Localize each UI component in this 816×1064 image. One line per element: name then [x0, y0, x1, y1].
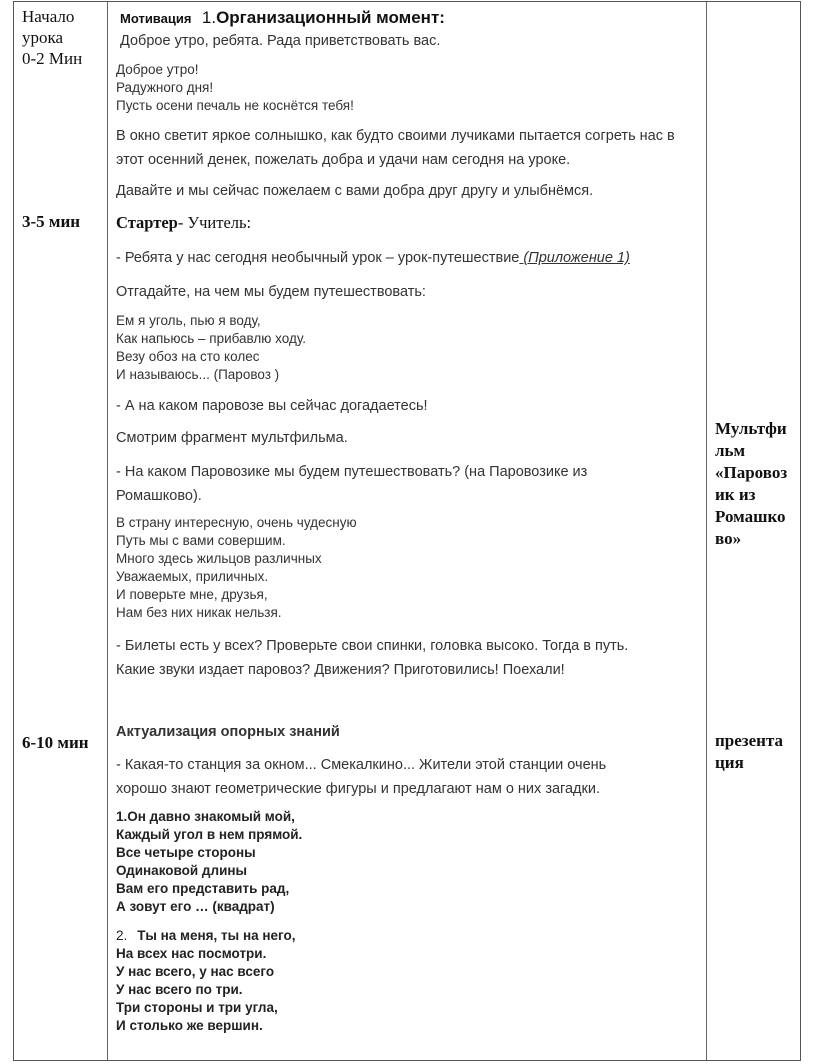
heading-title: Организационный момент:	[216, 8, 445, 27]
country-poem	[116, 514, 357, 622]
poem-line: В страну интересную, очень чудесную	[116, 515, 357, 530]
which-engine: - А на каком паровозе вы сейчас догадаетесь!	[116, 398, 428, 414]
station-line: хорошо знают геометрические фигуры и предлагают нам о них загадки.	[116, 781, 600, 797]
resources-column	[707, 2, 800, 1060]
heading-label: Мотивация	[120, 11, 192, 26]
question-line: Ромашково).	[116, 488, 202, 504]
question-paragraph	[116, 460, 701, 508]
resource-line: Ромашко	[715, 507, 786, 526]
starter-label: Стартер	[116, 213, 178, 232]
question-line: - На каком Паровозике мы будем путешествовать? (на Паровозике из	[116, 464, 588, 480]
poem-line: А зовут его … (квадрат)	[116, 899, 275, 914]
time-column	[14, 2, 107, 1060]
starter-heading	[116, 213, 251, 233]
resource-line: презента	[715, 731, 784, 750]
poem-line: Много здесь жильцов различных	[116, 551, 322, 566]
poem-line: Ем я уголь, пью я воду,	[116, 313, 261, 328]
poem-line: Каждый угол в нем прямой.	[116, 827, 303, 842]
poem-line: 1.Он давно знакомый мой,	[116, 809, 295, 824]
poem-line: У нас всего, у нас всего	[116, 964, 275, 979]
lesson-plan-table	[13, 1, 801, 1061]
starter-rest: - Учитель:	[177, 213, 252, 232]
tickets-paragraph	[116, 634, 701, 682]
content-column	[108, 2, 706, 1060]
tickets-line: - Билеты есть у всех? Проверьте свои спинки, головка высоко. Тогда в путь.	[116, 638, 629, 654]
riddle-poem	[116, 312, 306, 384]
poem-line: Нам без них никак нельзя.	[116, 605, 282, 620]
triangle-riddle	[116, 927, 295, 1035]
resource-line: Мультфи	[715, 419, 787, 438]
resource-line: ик из	[715, 485, 756, 504]
sun-paragraph: В окно светит яркое солнышко, как будто своими лучиками пытается согреть нас в этот осенний денек, пожелать добра и удачи нам сегодня на уроке.	[116, 128, 675, 168]
trip-text: - Ребята у нас сегодня необычный урок – урок-путешествие	[116, 250, 520, 266]
heading-number: 1.	[201, 8, 217, 27]
greeting-poem	[116, 61, 354, 115]
watch-line: Смотрим фрагмент мультфильма.	[116, 430, 348, 446]
time-start	[22, 6, 82, 69]
resource-line: «Паровоз	[715, 463, 788, 482]
time-6-10: 6-10 мин	[22, 733, 89, 752]
poem-line: Путь мы с вами совершим.	[116, 533, 286, 548]
poem-line: Ты на меня, ты на него,	[137, 928, 296, 943]
poem-line: Три стороны и три угла,	[116, 1000, 278, 1015]
resource-cartoon	[715, 418, 797, 550]
poem-line: И поверьте мне, друзья,	[116, 587, 268, 602]
motivation-heading	[120, 8, 445, 28]
resource-line: во»	[715, 529, 742, 548]
poem-line: Одинаковой длины	[116, 863, 248, 878]
riddle-number: 2.	[116, 928, 128, 943]
poem-line: На всех нас посмотри.	[116, 946, 267, 961]
poem-line: И столько же вершин.	[116, 1018, 263, 1033]
poem-line: Доброе утро!	[116, 62, 199, 77]
poem-line: Радужного дня!	[116, 80, 214, 95]
greeting: Доброе утро, ребята. Рада приветствовать вас.	[120, 33, 441, 49]
resource-line: ция	[715, 753, 744, 772]
poem-line: У нас всего по три.	[116, 982, 243, 997]
station-line: - Какая-то станция за окном... Смекалкино... Жители этой станции очень	[116, 757, 607, 773]
time-3-5: 3-5 мин	[22, 212, 81, 231]
poem-line: И называюсь... (Паровоз )	[116, 367, 280, 382]
resource-presentation	[715, 730, 797, 774]
station-paragraph	[116, 753, 701, 801]
section-actualization-title: Актуализация опорных знаний	[116, 724, 340, 740]
tickets-line: Какие звуки издает паровоз? Движения? Приготовились! Поехали!	[116, 662, 565, 678]
poem-line: Как напьюсь – прибавлю ходу.	[116, 331, 306, 346]
poem-line: Везу обоз на сто колес	[116, 349, 260, 364]
poem-line: Все четыре стороны	[116, 845, 256, 860]
square-riddle	[116, 808, 302, 916]
guess-prompt: Отгадайте, на чем мы будем путешествовать:	[116, 284, 426, 300]
poem-line: Вам его представить рад,	[116, 881, 290, 896]
time-line: Начало	[22, 7, 75, 26]
poem-line: Пусть осени печаль не коснётся тебя!	[116, 98, 354, 113]
wish-paragraph: Давайте и мы сейчас пожелаем с вами добра друг другу и улыбнёмся.	[116, 183, 594, 199]
appendix-link[interactable]: (Приложение 1)	[519, 250, 630, 266]
trip-line	[116, 250, 630, 266]
time-line: 0-2 Мин	[22, 49, 83, 68]
poem-line: Уважаемых, приличных.	[116, 569, 269, 584]
resource-line: льм	[715, 441, 746, 460]
time-line: урока	[22, 28, 64, 47]
